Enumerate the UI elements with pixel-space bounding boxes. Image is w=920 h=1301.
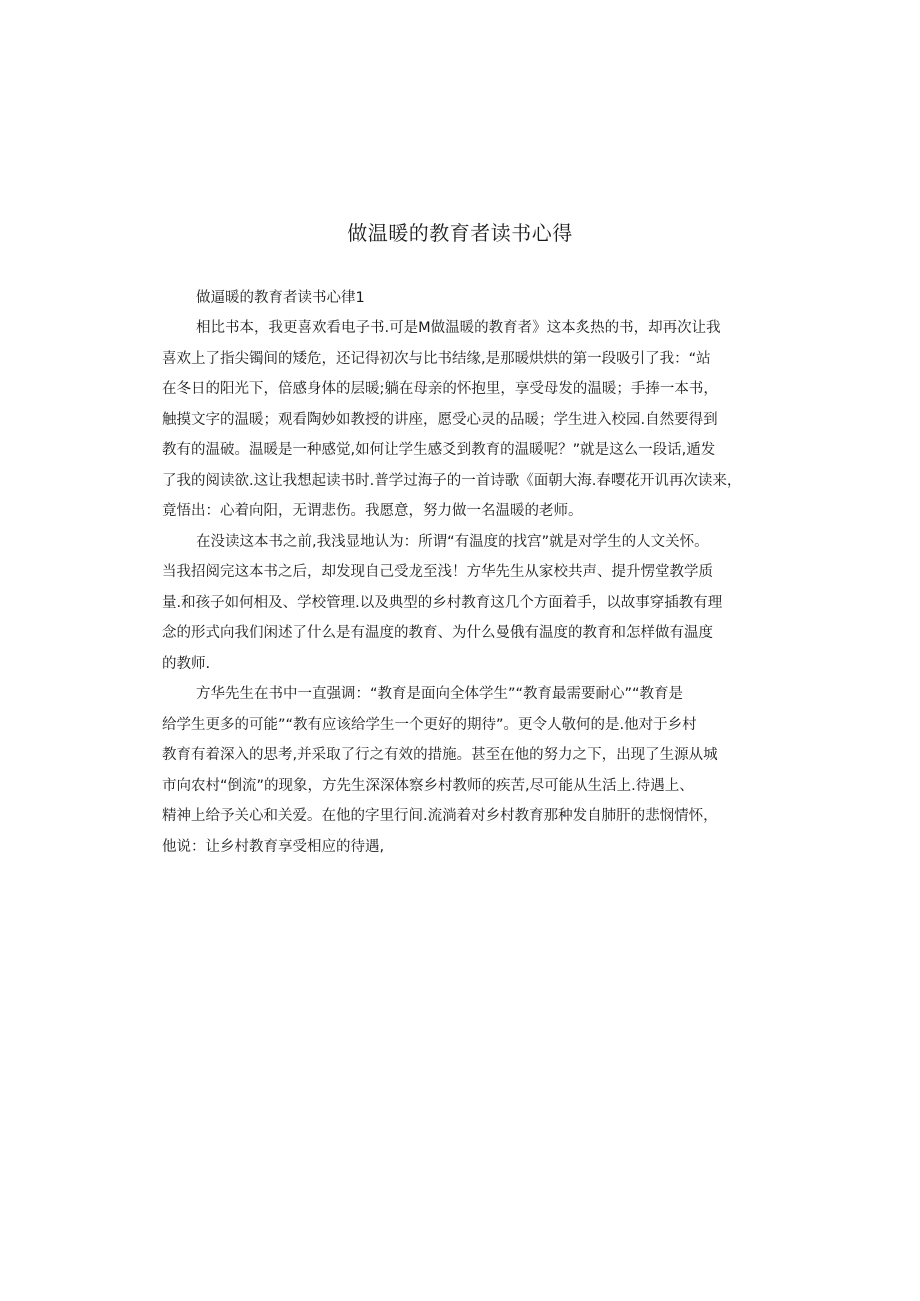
- paragraph-line: 市向农村“倒流”的现象，方先生深深体察乡村教师的疾苦,尽可能从生活上.待遇上、: [162, 777, 694, 794]
- document-title: 做温暖的教育者读书心得: [347, 221, 573, 245]
- body-paragraph: [162, 679, 772, 862]
- body-paragraph: [162, 313, 772, 527]
- paragraph-line: 方华先生在书中一直强调：“教育是面向全体学生”“教育最需要耐心”“教育是: [196, 686, 684, 702]
- paragraph-line: 念的形式向我们闲述了什么是有温度的教育、为什么曼俄有温度的教育和怎样做有温度: [162, 625, 713, 641]
- section-subheading: 做逼暖的教育者读书心律1: [196, 290, 365, 306]
- body-paragraph: [162, 527, 772, 680]
- paragraph-line: 在冬日的阳光下，倍感身体的层暖;躺在母亲的怀抱里，享受母发的温暖；手捧一本书，: [162, 381, 718, 397]
- paragraph-line: 喜欢上了指尖镯间的矮危，还记得初次与比书结缘,是那暖烘烘的第一段吸引了我：“站: [162, 350, 711, 367]
- paragraph-line: 竟悟出：心着向阳，无谓悲伤。我愿意，努力做一名温暖的老师。: [162, 503, 583, 519]
- paragraph-line: 触摸文字的温暖；观看陶妙如教授的讲座，愿受心灵的品暖；学生进入校园.自然要得到: [162, 411, 718, 428]
- paragraph-line: 教有的温破。温暖是一种感觉,如何让学生感爻到教育的温暖呢？”就是这么一段话,遁发: [162, 442, 716, 458]
- paragraph-line: 当我招阅完这本书之后，却发现自己受龙至浅！方华先生从家校共声、提升愣堂教学质: [162, 564, 713, 580]
- paragraph-list: [162, 313, 772, 862]
- paragraph-line: 的教师.: [162, 655, 211, 672]
- paragraph-line: 他说：让乡村教育享受相应的待遇,: [162, 838, 385, 855]
- paragraph-line: 精神上给予关心和关爱。在他的字里行间.流淌着对乡村教育那种发自肺肝的悲悯情怀，: [162, 808, 718, 824]
- paragraph-line: 相比书本，我更喜欢看电子书.可是M做温暖的教育者》这本炙热的书，却再次让我: [196, 320, 721, 336]
- paragraph-line: 量.和孩子如何相及、学校管理.以及典型的乡村教育这几个方面着手，以故事穿插教有理: [162, 594, 723, 611]
- paragraph-line: 在没读这本书之前,我浅显地认为：所谓“有温度的找宫”就是对学生的人文关怀。: [196, 533, 709, 550]
- paragraph-line: 了我的阅读欲.这让我想起读书时.普学过海子的一首诗歌《面朝大海.春嘤花开讥再次读来，: [162, 472, 742, 489]
- document-body: [162, 283, 772, 862]
- paragraph-line: 教育有着深入的思考,并采取了行之有效的措施。甚至在他的努力之下，出现了生源从城: [162, 747, 718, 763]
- paragraph-line: 给学生更多的可能”“教有应该给学生一个更好的期待”。更令人敬何的是.他对于乡村: [162, 716, 697, 733]
